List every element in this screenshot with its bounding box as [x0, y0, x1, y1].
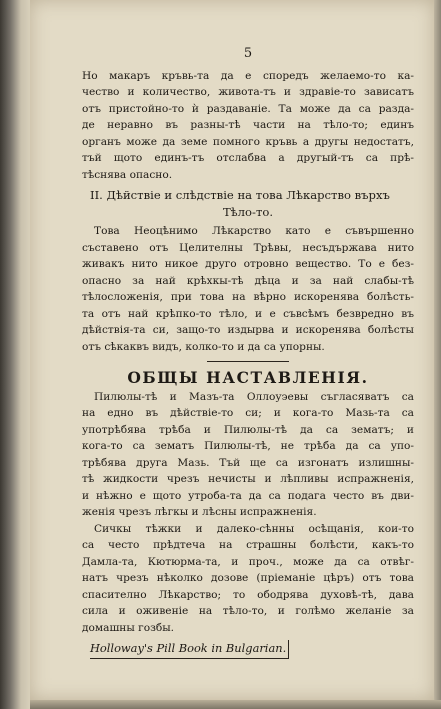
section-heading-instructions: ОБЩЫ НАСТАВЛЕНІЯ.: [127, 368, 369, 387]
text-line: Пилюлы-тѣ и Мазъ-та Оллоуэевы съгласяватъ са: [94, 390, 414, 403]
text-line: женія чрезъ лѣгкы и лѣсны испражненія.: [82, 506, 317, 518]
page-number: 5: [243, 46, 253, 61]
text-line: на едно въ дѣйствіе-то си; и кога-то Мазь-та са: [82, 407, 414, 419]
text-line: спасително Лѣкарство; то ободрява духовѣ-тѣ, дава: [82, 588, 414, 601]
text-line: сила и оживеніе на тѣло-то, и голѣмо желаніе за: [82, 605, 414, 617]
text-line: и нѣжно е щото утроба-та да са подага често въ дви-: [82, 489, 414, 502]
text-line: дѣйствія-та си, защо-то издырва и искоренява болѣсты: [82, 324, 414, 336]
page-content: [82, 46, 414, 659]
imprint-text: Holloway's Pill Book in Bulgarian.: [90, 640, 289, 659]
paragraph-remedy: [82, 223, 414, 355]
paragraph-symptoms: [82, 521, 414, 637]
section-heading-action: [82, 187, 414, 221]
text-line: живакъ нито никое друго отровно вещество. То е без-: [82, 258, 414, 270]
text-line: кога-то са зематъ Пилюлы-тѣ, не трѣба да са упо-: [82, 440, 414, 452]
text-line: Това Неоцѣнимо Лѣкарство като е съвършенно: [94, 225, 414, 237]
text-line: домашны гозбы.: [82, 621, 175, 634]
text-line: Сичкы тѣжки и далеко-сѣнны осѣщанія, кои-то: [94, 522, 414, 535]
book-binding: [0, 0, 30, 709]
page-bottom-edge: [30, 700, 441, 709]
text-line: трѣбява друга Мазь. Тъй ще са изгонатъ излишны-: [82, 456, 414, 469]
paragraph-intro: [82, 68, 414, 184]
text-line: Но макаръ кръвь-та да е споредъ желаемо-то ка-: [82, 69, 414, 82]
text-line: натъ чрезъ нѣколко дозове (пріеманіе цѣръ) отъ това: [82, 572, 414, 584]
text-line: употрѣбява трѣба и Пилюлы-тѣ да са зематъ; и: [82, 423, 414, 436]
text-line: тѣснява опасно.: [82, 168, 173, 181]
section-divider: [207, 361, 289, 362]
text-line: опасно за най крѣхкы-тѣ дѣца и за най слабы-тѣ: [82, 274, 414, 287]
text-line: де неравно въ разны-тѣ части на тѣло-то; единъ: [82, 119, 414, 131]
page-edge: [434, 0, 441, 709]
text-line: съставено отъ Целителны Трѣвы, несъдържава нито: [82, 241, 414, 254]
text-line: отъ сѣкаквъ видъ, колко-то и да са упорны.: [82, 340, 325, 353]
text-line: тѣ жидкости чрезъ нечисты и лѣпливы испражненія,: [82, 473, 414, 485]
text-line: отъ пристойно-то ѝ раздаваніе. Та може да са разда-: [82, 102, 414, 115]
text-line: чество и количество, живота-тъ и здравіе-то зависатъ: [82, 86, 414, 98]
heading-line: II. Дѣйствіе и слѣдствіе на това Лѣкарство върхъ: [90, 188, 390, 202]
imprint-footer: [82, 640, 414, 659]
text-line: Дамла-та, Кютюрма-та, и проч., може да са отвѣг-: [82, 555, 414, 568]
heading-line: Тѣло-то.: [222, 205, 274, 219]
text-line: органъ може да земе помного кръвь а другы недостатъ,: [82, 135, 414, 148]
text-line: тѣлосложенія, при това на вѣрно искоренява болѣсть-: [82, 291, 414, 303]
text-line: та отъ най крѣпко-то тѣло, и е съвсѣмъ безвредно въ: [82, 307, 414, 320]
text-line: са често прѣдтеча на страшны болѣсти, какъ-то: [82, 539, 414, 551]
paragraph-pills-ointment: [82, 389, 414, 521]
text-line: тъй щото единъ-тъ отслабва а другый-тъ са прѣ-: [82, 152, 414, 164]
